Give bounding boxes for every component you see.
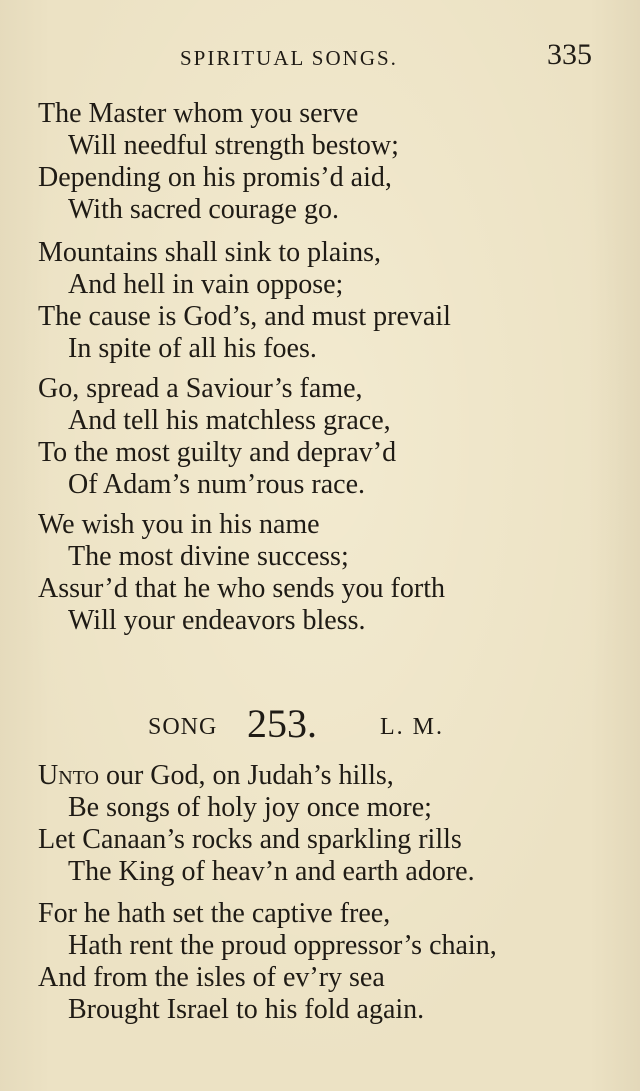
verse-line: Hath rent the proud oppressor’s chain, [68, 930, 497, 961]
first-word: Unto [38, 760, 99, 791]
page-number: 335 [547, 38, 592, 71]
song-meter: L. M. [380, 714, 444, 740]
verse-line: In spite of all his foes. [68, 333, 317, 364]
song-number: 253. [247, 701, 317, 746]
verse-line: Will your endeavors bless. [68, 605, 366, 636]
verse-line: For he hath set the captive free, [38, 898, 391, 929]
verse-line: And tell his matchless grace, [68, 405, 391, 436]
stanza-1 [38, 98, 399, 226]
verse-line: Of Adam’s num’rous race. [68, 469, 366, 500]
page-header [0, 38, 640, 78]
verse-line: Will needful strength bestow; [68, 130, 399, 161]
verse-line: The Master whom you serve [38, 98, 359, 129]
verse-line: The cause is God’s, and must prevail [38, 301, 451, 332]
first-line-rest: our God, on Judah’s hills, [98, 760, 394, 791]
verse-line: We wish you in his name [38, 509, 320, 540]
verse-line: Depending on his promis’d aid, [38, 162, 392, 193]
running-head: SPIRITUAL SONGS. [180, 46, 398, 70]
verse-line: And hell in vain oppose; [68, 269, 344, 300]
stanza-2 [38, 237, 451, 365]
stanza-3 [38, 373, 396, 501]
verse-line: Assur’d that he who sends you forth [38, 573, 445, 604]
verse-line [38, 760, 475, 792]
verse-line: With sacred courage go. [68, 194, 339, 225]
verse-line: Mountains shall sink to plains, [38, 237, 381, 268]
verse-line: Let Canaan’s rocks and sparkling rills [38, 824, 462, 855]
song-label: SONG [148, 714, 218, 740]
song-heading [0, 700, 640, 750]
verse-line: And from the isles of ev’ry sea [38, 962, 385, 993]
verse-line: Go, spread a Saviour’s fame, [38, 373, 363, 404]
song-stanza-1 [38, 760, 475, 888]
verse-line: Be songs of holy joy once more; [68, 792, 432, 823]
verse-line: Brought Israel to his fold again. [68, 994, 425, 1025]
verse-line: The most divine success; [68, 541, 349, 572]
verse-line: To the most guilty and deprav’d [38, 437, 397, 468]
stanza-4 [38, 509, 445, 637]
song-stanza-2 [38, 898, 497, 1026]
verse-line: The King of heav’n and earth adore. [68, 856, 475, 887]
